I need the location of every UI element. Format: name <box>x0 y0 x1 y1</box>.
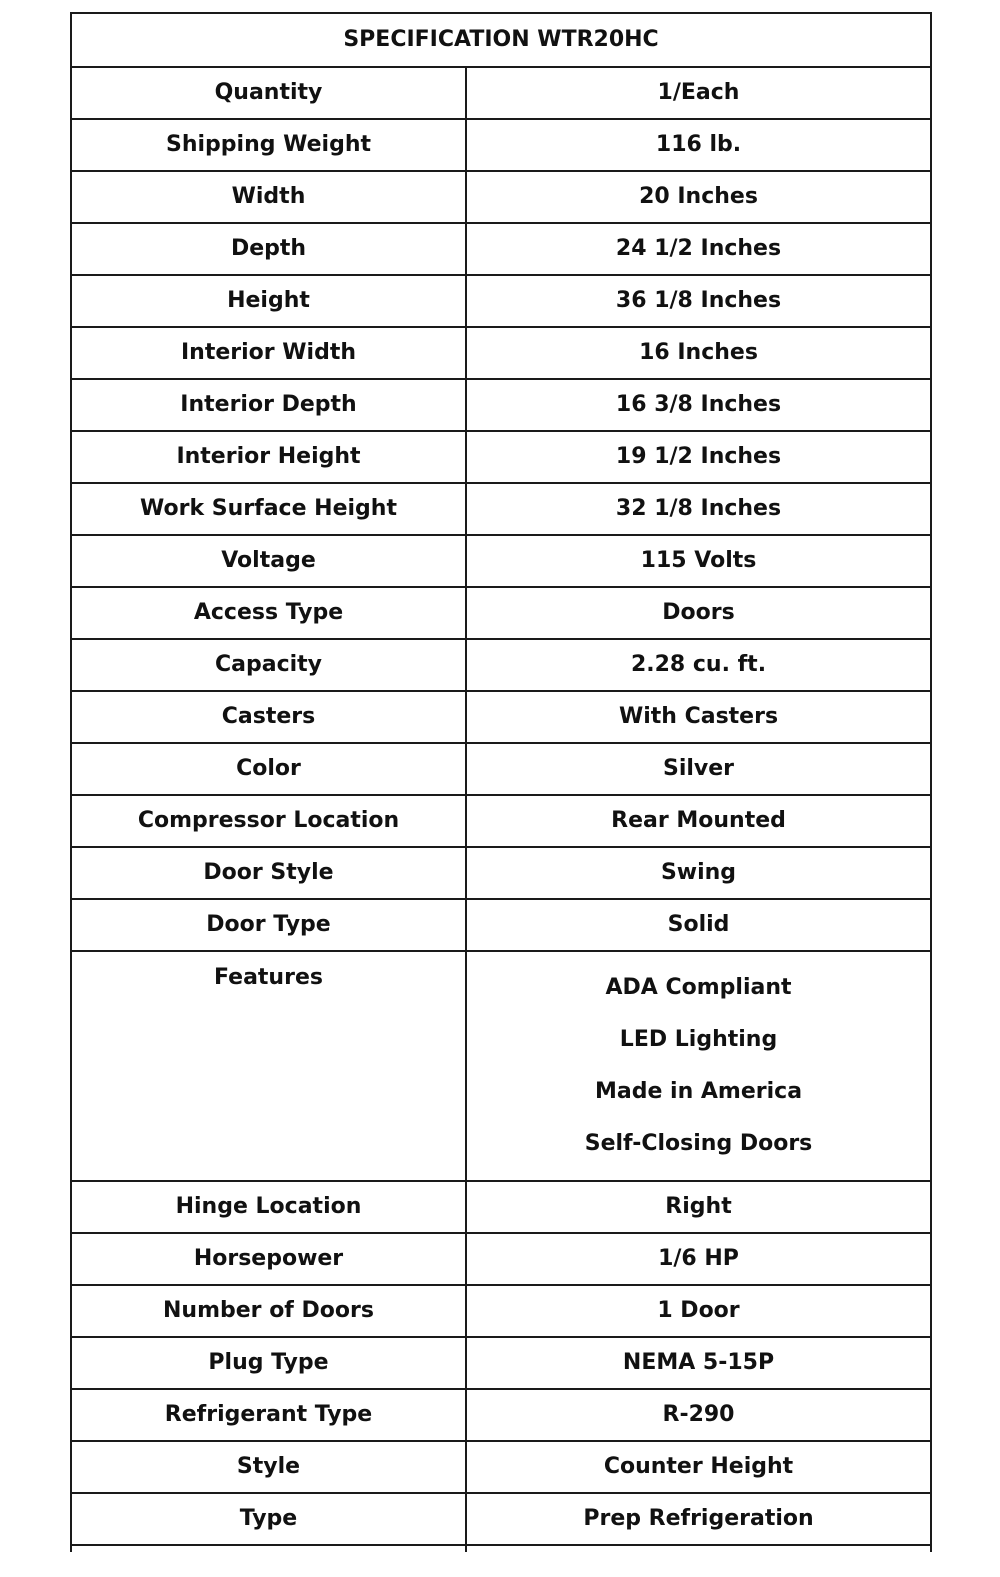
spec-label: Number of Doors <box>71 1285 466 1337</box>
feature-item: Made in America <box>594 1079 803 1104</box>
table-row <box>71 1233 931 1285</box>
spec-label: Compressor Location <box>71 795 466 847</box>
spec-value: 36 1/8 Inches <box>466 275 931 327</box>
spec-value: Silver <box>466 743 931 795</box>
spec-value: 1/Each <box>466 67 931 119</box>
spec-value: NEMA 5-15P <box>466 1337 931 1389</box>
spec-value: 2.28 cu. ft. <box>466 639 931 691</box>
table-title: SPECIFICATION WTR20HC <box>71 13 931 67</box>
cutoff-cell <box>466 1545 931 1552</box>
spec-label: Quantity <box>71 67 466 119</box>
spec-value: 20 Inches <box>466 171 931 223</box>
spec-label: Height <box>71 275 466 327</box>
spec-value: Prep Refrigeration <box>466 1493 931 1545</box>
table-header-row <box>71 13 931 67</box>
spec-label: Type <box>71 1493 466 1545</box>
table-row <box>71 847 931 899</box>
spec-label: Shipping Weight <box>71 119 466 171</box>
spec-value: 16 3/8 Inches <box>466 379 931 431</box>
cutoff-cell <box>71 1545 466 1552</box>
specification-table <box>70 12 932 1552</box>
table-row <box>71 483 931 535</box>
table-row <box>71 327 931 379</box>
spec-value: 115 Volts <box>466 535 931 587</box>
spec-label: Work Surface Height <box>71 483 466 535</box>
table-row-features <box>71 951 931 1181</box>
spec-label: Hinge Location <box>71 1181 466 1233</box>
spec-value: Counter Height <box>466 1441 931 1493</box>
table-row <box>71 639 931 691</box>
spec-value: Swing <box>466 847 931 899</box>
feature-item: LED Lighting <box>619 1027 778 1052</box>
table-row <box>71 691 931 743</box>
spec-value: With Casters <box>466 691 931 743</box>
spec-label: Voltage <box>71 535 466 587</box>
spec-value: Rear Mounted <box>466 795 931 847</box>
spec-value: 16 Inches <box>466 327 931 379</box>
spec-label: Horsepower <box>71 1233 466 1285</box>
spec-label: Door Type <box>71 899 466 951</box>
spec-value: Doors <box>466 587 931 639</box>
table-row <box>71 1441 931 1493</box>
spec-label: Plug Type <box>71 1337 466 1389</box>
table-row <box>71 1285 931 1337</box>
spec-label: Interior Width <box>71 327 466 379</box>
spec-label: Width <box>71 171 466 223</box>
spec-value: 19 1/2 Inches <box>466 431 931 483</box>
spec-label: Features <box>71 951 466 1181</box>
table-row <box>71 379 931 431</box>
spec-label: Depth <box>71 223 466 275</box>
feature-item: ADA Compliant <box>605 975 792 1000</box>
spec-label: Style <box>71 1441 466 1493</box>
feature-item: Self-Closing Doors <box>584 1131 813 1156</box>
spec-value: 24 1/2 Inches <box>466 223 931 275</box>
spec-value: Right <box>466 1181 931 1233</box>
spec-label: Door Style <box>71 847 466 899</box>
table-row-cutoff <box>71 1545 931 1552</box>
spec-value: 116 lb. <box>466 119 931 171</box>
table-body <box>71 67 931 1552</box>
spec-value: R-290 <box>466 1389 931 1441</box>
table-row <box>71 67 931 119</box>
table-row <box>71 275 931 327</box>
spec-label: Interior Depth <box>71 379 466 431</box>
table-row <box>71 1337 931 1389</box>
table-row <box>71 795 931 847</box>
spec-value: 1 Door <box>466 1285 931 1337</box>
spec-label: Casters <box>71 691 466 743</box>
table-row <box>71 899 931 951</box>
spec-label: Refrigerant Type <box>71 1389 466 1441</box>
features-list <box>466 951 931 1181</box>
spec-value: 32 1/8 Inches <box>466 483 931 535</box>
table-row <box>71 535 931 587</box>
spec-value: Solid <box>466 899 931 951</box>
table-row <box>71 223 931 275</box>
table-row <box>71 587 931 639</box>
table-row <box>71 171 931 223</box>
table-row <box>71 1493 931 1545</box>
spec-label: Color <box>71 743 466 795</box>
table-row <box>71 1389 931 1441</box>
table-row <box>71 119 931 171</box>
spec-label: Capacity <box>71 639 466 691</box>
table-row <box>71 431 931 483</box>
table-row <box>71 743 931 795</box>
table-row <box>71 1181 931 1233</box>
spec-value: 1/6 HP <box>466 1233 931 1285</box>
spec-label: Interior Height <box>71 431 466 483</box>
spec-label: Access Type <box>71 587 466 639</box>
